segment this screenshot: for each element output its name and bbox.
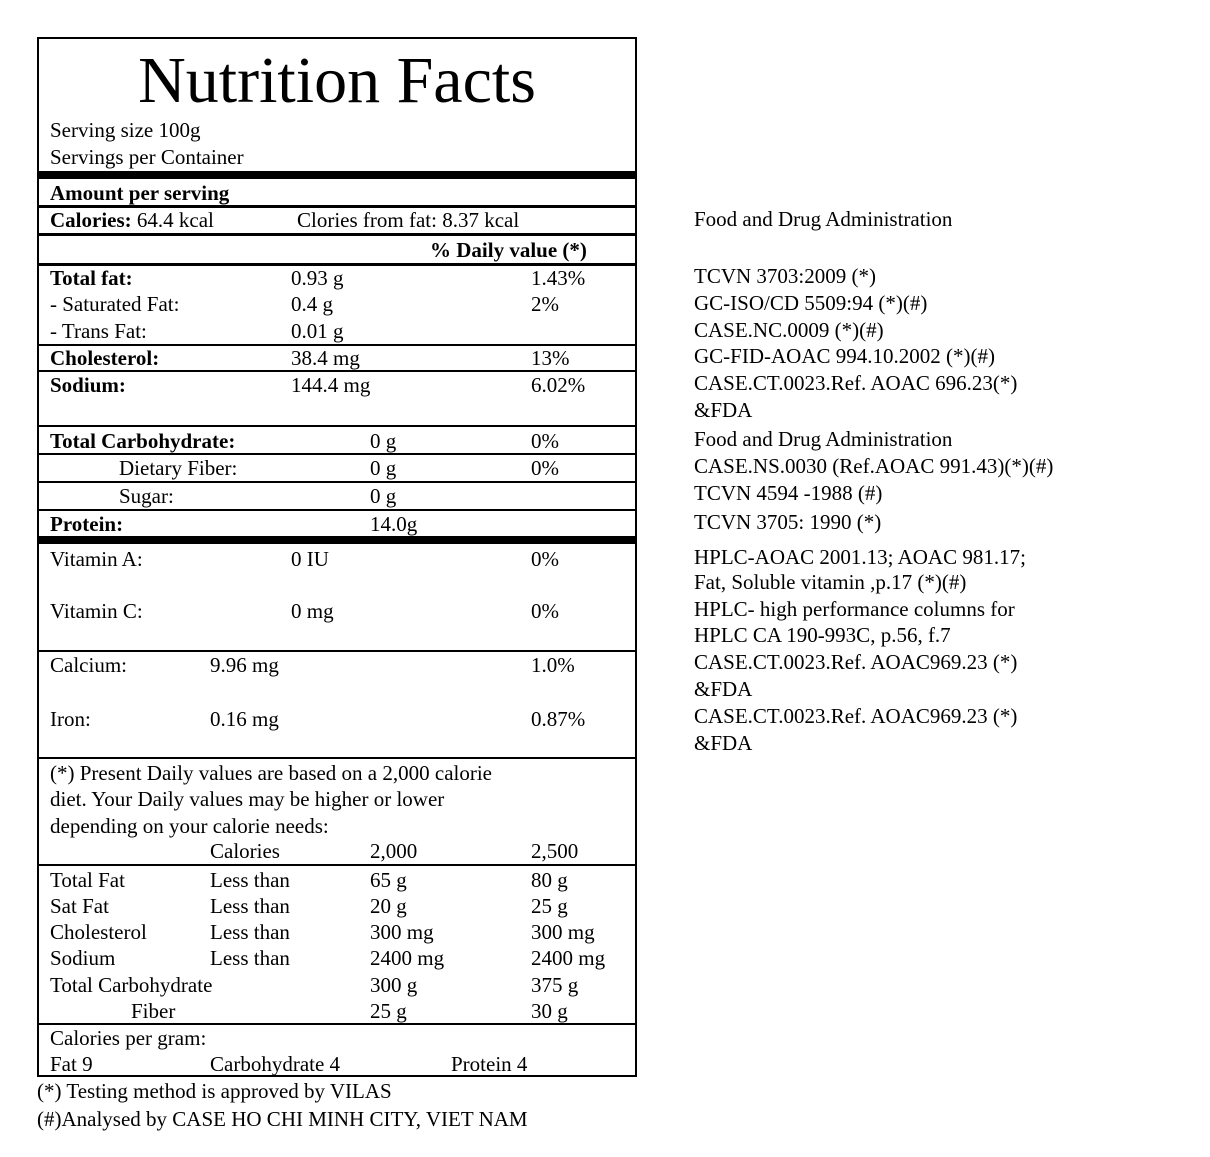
method-line: TCVN 4594 -1988 (#): [694, 481, 883, 505]
nutrient-name: Protein:: [50, 512, 124, 536]
ref-row-v2: 80 g: [531, 868, 568, 892]
method-line: CASE.CT.0023.Ref. AOAC 696.23(*): [694, 371, 1018, 395]
method-line: CASE.CT.0023.Ref. AOAC969.23 (*): [694, 650, 1018, 674]
nutrient-amount: 0 g: [370, 429, 397, 453]
ref-row-v2: 375 g: [531, 973, 579, 997]
ref-row-v1: 2400 mg: [370, 946, 445, 970]
footnote-line: (*) Present Daily values are based on a 2,000 calorie: [50, 761, 493, 785]
method-line: GC-ISO/CD 5509:94 (*)(#): [694, 291, 928, 315]
nutrient-amount: 0.93 g: [291, 266, 344, 290]
nutrient-amount: 144.4 mg: [291, 373, 371, 397]
amount-per-serving: Amount per serving: [50, 181, 230, 205]
ref-row-name: Sat Fat: [50, 894, 109, 918]
ref-row-name: Fiber: [131, 999, 176, 1023]
ref-row-v1: 300 mg: [370, 920, 434, 944]
ref-header-2500: 2,500: [531, 839, 579, 863]
ref-header-2000: 2,000: [370, 839, 418, 863]
calories-value: 64.4 kcal: [136, 208, 214, 232]
nutrient-dv: 0%: [531, 456, 559, 480]
nutrient-name: Total fat:: [50, 266, 133, 290]
method-line: CASE.NS.0030 (Ref.AOAC 991.43)(*)(#): [694, 454, 1054, 478]
divider: [39, 233, 635, 236]
calories-from-fat: Clories from fat: 8.37 kcal: [297, 208, 520, 232]
ref-row-qual: Less than: [210, 920, 290, 944]
nutrient-dv: 13%: [531, 346, 570, 370]
ref-row-name: Cholesterol: [50, 920, 147, 944]
nutrient-name: Cholesterol:: [50, 346, 160, 370]
ref-row-name: Total Fat: [50, 868, 125, 892]
ref-row-v1: 65 g: [370, 868, 407, 892]
ref-row-v2: 2400 mg: [531, 946, 606, 970]
case-note: (#)Analysed by CASE HO CHI MINH CITY, VIET NAM: [37, 1107, 528, 1131]
calories-row: [50, 207, 214, 233]
nutrient-amount: 0.01 g: [291, 319, 344, 343]
method-line: HPLC CA 190-993C, p.56, f.7: [694, 623, 951, 647]
method-line: Food and Drug Administration: [694, 207, 953, 231]
servings-per-container: Servings per Container: [50, 145, 244, 169]
nutrient-dv: 6.02%: [531, 373, 586, 397]
ref-row-qual: Less than: [210, 946, 290, 970]
divider: [39, 509, 635, 511]
ref-row-qual: Less than: [210, 868, 290, 892]
method-line: Fat, Soluble vitamin ,p.17 (*)(#): [694, 570, 967, 594]
nutrient-name: Dietary Fiber:: [119, 456, 238, 480]
mineral-amount: 9.96 mg: [210, 653, 279, 677]
method-line: &FDA: [694, 677, 753, 701]
nutrient-amount: 0 g: [370, 484, 397, 508]
method-line: TCVN 3705: 1990 (*): [694, 510, 882, 534]
nutrient-name: Sodium:: [50, 373, 126, 397]
footnote-line: diet. Your Daily values may be higher or lower: [50, 787, 445, 811]
method-line: TCVN 3703:2009 (*): [694, 264, 876, 288]
ref-header-calories: Calories: [210, 839, 280, 863]
thick-divider: [39, 171, 635, 179]
mineral-name: Iron:: [50, 707, 91, 731]
ref-row-v1: 25 g: [370, 999, 407, 1023]
method-line: &FDA: [694, 731, 753, 755]
nutrient-name: - Saturated Fat:: [50, 292, 180, 316]
mineral-dv: 1.0%: [531, 653, 575, 677]
mineral-name: Calcium:: [50, 653, 127, 677]
method-line: HPLC- high performance columns for: [694, 597, 1015, 621]
nutrient-name: - Trans Fat:: [50, 319, 147, 343]
ref-row-v1: 20 g: [370, 894, 407, 918]
nutrient-dv: 2%: [531, 292, 559, 316]
ref-row-v1: 300 g: [370, 973, 418, 997]
ref-row-v2: 300 mg: [531, 920, 595, 944]
ref-row-name: Total Carbohydrate: [50, 973, 213, 997]
vitamin-amount: 0 mg: [291, 599, 334, 623]
nutrient-name: Total Carbohydrate:: [50, 429, 236, 453]
nutrient-amount: 0.4 g: [291, 292, 333, 316]
daily-value-header: % Daily value (*): [430, 238, 587, 262]
method-line: &FDA: [694, 398, 753, 422]
method-line: Food and Drug Administration: [694, 427, 953, 451]
vilas-note: (*) Testing method is approved by VILAS: [37, 1079, 392, 1103]
serving-size: Serving size 100g: [50, 118, 201, 142]
nutrition-label: [37, 37, 637, 1077]
nutrient-name: Sugar:: [119, 484, 174, 508]
vitamin-amount: 0 IU: [291, 547, 329, 571]
ref-row-v2: 30 g: [531, 999, 568, 1023]
method-line: CASE.CT.0023.Ref. AOAC969.23 (*): [694, 704, 1018, 728]
method-line: GC-FID-AOAC 994.10.2002 (*)(#): [694, 344, 995, 368]
divider: [39, 757, 635, 759]
method-line: CASE.NC.0009 (*)(#): [694, 318, 884, 342]
cpg-fat: Fat 9: [50, 1052, 93, 1076]
nutrient-amount: 38.4 mg: [291, 346, 360, 370]
ref-row-name: Sodium: [50, 946, 116, 970]
cpg-carbohydrate: Carbohydrate 4: [210, 1052, 341, 1076]
nutrient-amount: 14.0g: [370, 512, 418, 536]
vitamin-name: Vitamin A:: [50, 547, 143, 571]
method-line: HPLC-AOAC 2001.13; AOAC 981.17;: [694, 545, 1026, 569]
nutrient-dv: 0%: [531, 429, 559, 453]
nutrient-amount: 0 g: [370, 456, 397, 480]
mineral-dv: 0.87%: [531, 707, 586, 731]
vitamin-dv: 0%: [531, 547, 559, 571]
nutrient-dv: 1.43%: [531, 266, 586, 290]
ref-row-v2: 25 g: [531, 894, 568, 918]
label-title: Nutrition Facts: [138, 44, 536, 117]
footnote-line: depending on your calorie needs:: [50, 814, 329, 838]
vitamin-dv: 0%: [531, 599, 559, 623]
mineral-amount: 0.16 mg: [210, 707, 279, 731]
divider: [39, 425, 635, 427]
thick-divider: [39, 536, 635, 544]
calories-label: Calories:: [50, 208, 132, 232]
calories-per-gram: Calories per gram:: [50, 1026, 207, 1050]
vitamin-name: Vitamin C:: [50, 599, 143, 623]
divider: [39, 864, 635, 866]
cpg-protein: Protein 4: [451, 1052, 528, 1076]
ref-row-qual: Less than: [210, 894, 290, 918]
